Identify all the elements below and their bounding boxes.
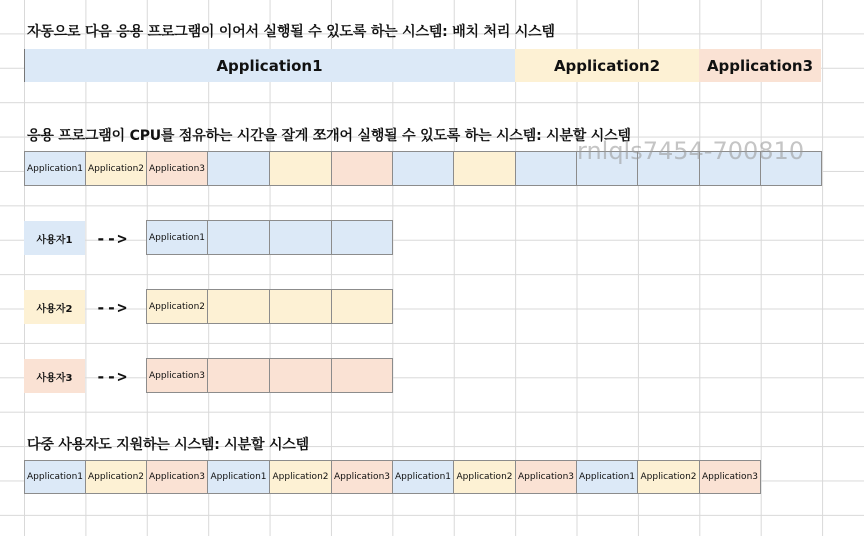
ts-slot-2[interactable]: Application2 xyxy=(85,151,147,186)
mu-slot[interactable]: Application1 xyxy=(392,460,454,494)
mu-slot[interactable]: Application2 xyxy=(269,460,332,494)
user3-slot[interactable] xyxy=(207,358,270,393)
mu-slot[interactable]: Application3 xyxy=(515,460,577,494)
mu-slot[interactable]: Application1 xyxy=(576,460,638,494)
user1-slot[interactable] xyxy=(331,220,393,255)
mu-slot[interactable]: Application1 xyxy=(207,460,270,494)
mu-slot[interactable]: Application1 xyxy=(24,460,86,494)
user3-slot[interactable] xyxy=(269,358,332,393)
batch-left-border xyxy=(24,49,25,82)
multiuser-heading: 다중 사용자도 지원하는 시스템: 시분할 시스템 xyxy=(27,437,309,453)
mu-slot[interactable]: Application2 xyxy=(85,460,147,494)
user2-slot[interactable] xyxy=(269,289,332,324)
user2-arrow: --> xyxy=(96,298,128,317)
ts-slot-4[interactable] xyxy=(207,151,270,186)
user3-arrow: --> xyxy=(96,367,128,386)
mu-slot[interactable]: Application2 xyxy=(637,460,700,494)
batch-app1-bar[interactable]: Application1 xyxy=(24,49,515,82)
user2-slot[interactable] xyxy=(207,289,270,324)
ts-slot-9[interactable] xyxy=(515,151,577,186)
batch-heading: 자동으로 다음 응용 프로그램이 이어서 실행될 수 있도록 하는 시스템: 배치 처리 시스템 xyxy=(27,24,555,40)
ts-slot-3[interactable]: Application3 xyxy=(146,151,208,186)
user1-arrow: --> xyxy=(96,229,128,248)
ts-slot-8[interactable] xyxy=(453,151,516,186)
user3-app-cell[interactable]: Application3 xyxy=(146,358,208,393)
batch-app3-bar[interactable]: Application3 xyxy=(699,49,821,82)
timesharing-heading: 응용 프로그램이 CPU를 점유하는 시간을 잘게 쪼개어 실행될 수 있도록 하는 시스템: 시분할 시스템 xyxy=(27,128,631,144)
user1-label: 사용자1 xyxy=(24,221,85,255)
ts-slot-7[interactable] xyxy=(392,151,454,186)
mu-slot[interactable]: Application2 xyxy=(453,460,516,494)
ts-slot-1[interactable]: Application1 xyxy=(24,151,86,186)
user1-app-cell[interactable]: Application1 xyxy=(146,220,208,255)
ts-slot-6[interactable] xyxy=(331,151,393,186)
mu-slot[interactable]: Application3 xyxy=(146,460,208,494)
user2-label: 사용자2 xyxy=(24,290,85,324)
user3-slot[interactable] xyxy=(331,358,393,393)
mu-slot[interactable]: Application3 xyxy=(331,460,393,494)
ts-slot-5[interactable] xyxy=(269,151,332,186)
user2-app-cell[interactable]: Application2 xyxy=(146,289,208,324)
user2-slot[interactable] xyxy=(331,289,393,324)
user3-label: 사용자3 xyxy=(24,359,85,393)
user1-slot[interactable] xyxy=(207,220,270,255)
watermark-text: rnlqls7454-700810 xyxy=(577,137,805,165)
batch-app2-bar[interactable]: Application2 xyxy=(515,49,699,82)
mu-slot[interactable]: Application3 xyxy=(699,460,761,494)
user1-slot[interactable] xyxy=(269,220,332,255)
